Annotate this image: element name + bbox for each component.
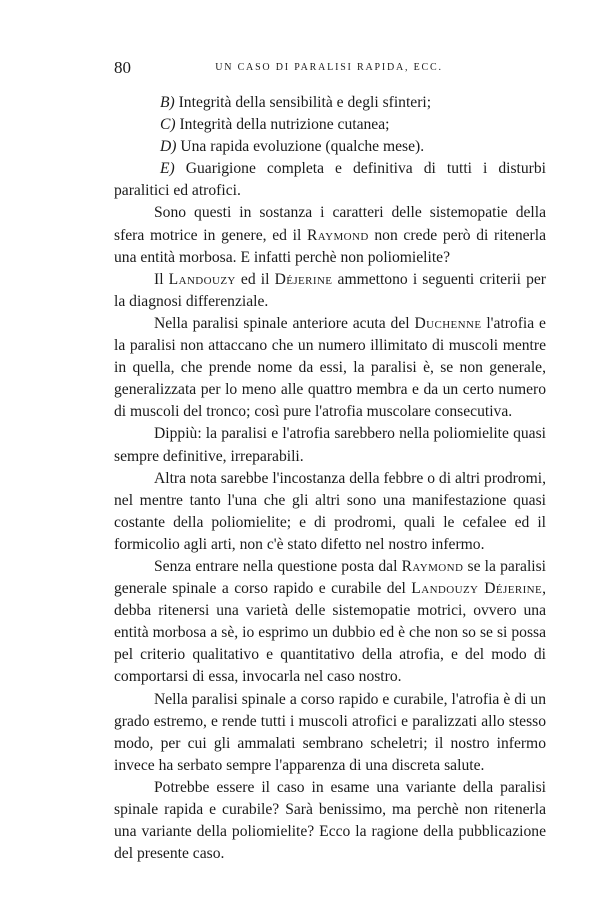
criterion-label: B) bbox=[160, 94, 175, 111]
paragraph-8: Potrebbe essere il caso in esame una variante della paralisi spinale rapida e curabile? Sarà benissimo, ma perchè non ritenerla una variante della poliomielite? Ecco la ragione della pubblicazione del presente caso. bbox=[114, 778, 546, 863]
page-number: 80 bbox=[114, 58, 131, 77]
text-span: l'atrofia e la paralisi non attaccano che un numero illimitato di muscoli mentre in quella, che prende nome da essi, la paralisi è, se non generale, generalizzata per lo meno alle quattro membra e da un certo numero di muscoli del tronco; così pure l'atrofia muscolare consecutiva. bbox=[114, 314, 546, 421]
criterion-label: E) bbox=[160, 160, 175, 178]
paragraph-2 bbox=[114, 269, 546, 313]
criterion-e bbox=[114, 158, 546, 202]
author-name: Déjerine bbox=[274, 270, 333, 288]
criterion-text: Integrità della sensibilità e degli sfinteri; bbox=[174, 94, 432, 111]
criterion-b bbox=[114, 92, 546, 114]
criterion-label: D) bbox=[160, 138, 177, 156]
author-name: Landouzy bbox=[168, 270, 236, 288]
text-span: , debba ritenersi una varietà delle sistemopatie motrici, ovvero una entità morbosa a sè, io esprimo un dubbio ed è che non so se si possa pel criterio qualitativo e quantitativo della atrofia, e del modo di comportarsi di essa, invocarla nel caso nostro. bbox=[114, 580, 547, 686]
paragraph-7: Nella paralisi spinale a corso rapido e curabile, l'atrofia è di un grado estremo, e rende tutti i muscoli atrofici e paralizzati allo stesso modo, per cui gli ammalati sembrano scheletri; il nostro infermo invece ha serbato sempre l'apparenza di una discreta salute. bbox=[114, 690, 546, 774]
paragraph-4: Dippiù: la paralisi e l'atrofia sarebbero nella poliomielite quasi sempre definitive, irreparabili. bbox=[114, 425, 546, 465]
text-span: Senza entrare nella questione posta dal bbox=[154, 557, 402, 575]
criterion-c bbox=[114, 114, 546, 136]
paragraph-3 bbox=[114, 313, 546, 423]
text-span: ed il bbox=[235, 270, 275, 288]
criterion-text: Una rapida evoluzione (qualche mese). bbox=[176, 138, 425, 156]
paragraph-1 bbox=[114, 202, 546, 268]
running-head: UN CASO DI PARALISI RAPIDA, ECC. bbox=[215, 62, 443, 73]
text-span: non crede però di ritenerla una entità morbosa. E infatti perchè non poliomielite? bbox=[114, 226, 546, 266]
author-name: Raymond bbox=[306, 226, 369, 244]
text-span: Il bbox=[154, 270, 169, 288]
criterion-d bbox=[114, 136, 546, 158]
criterion-label: C) bbox=[160, 116, 176, 134]
paragraph-5: Altra nota sarebbe l'incostanza della febbre o di altri prodromi, nel mentre tanto l'una che gli altri sono una manifestazione quasi costante della poliomielite; e di prodromi, quali le cefalee ed il formicolio agli arti, non c'è stato difetto nel nostro infermo. bbox=[114, 469, 546, 553]
author-name: Landouzy Déjerine bbox=[411, 580, 543, 598]
criterion-text: Integrità della nutrizione cutanea; bbox=[175, 116, 390, 134]
text-span: Sono questi in sostanza i caratteri delle sistemopatie della sfera motrice in genere, ed il bbox=[114, 204, 546, 244]
text-span: ammettono i seguenti criterii per la diagnosi differenziale. bbox=[114, 270, 546, 310]
body-text bbox=[114, 92, 546, 865]
author-name: Duchenne bbox=[414, 314, 482, 332]
paragraph-6 bbox=[114, 556, 546, 689]
text-span: Nella paralisi spinale anteriore acuta del bbox=[154, 314, 415, 332]
page-header bbox=[114, 58, 544, 80]
author-name: Raymond bbox=[401, 557, 464, 575]
text-span: se la paralisi generale spinale a corso rapido e curabile del bbox=[114, 557, 547, 598]
criterion-text: Guarigione completa e definitiva di tutti i disturbi paralitici ed atrofici. bbox=[114, 160, 546, 200]
